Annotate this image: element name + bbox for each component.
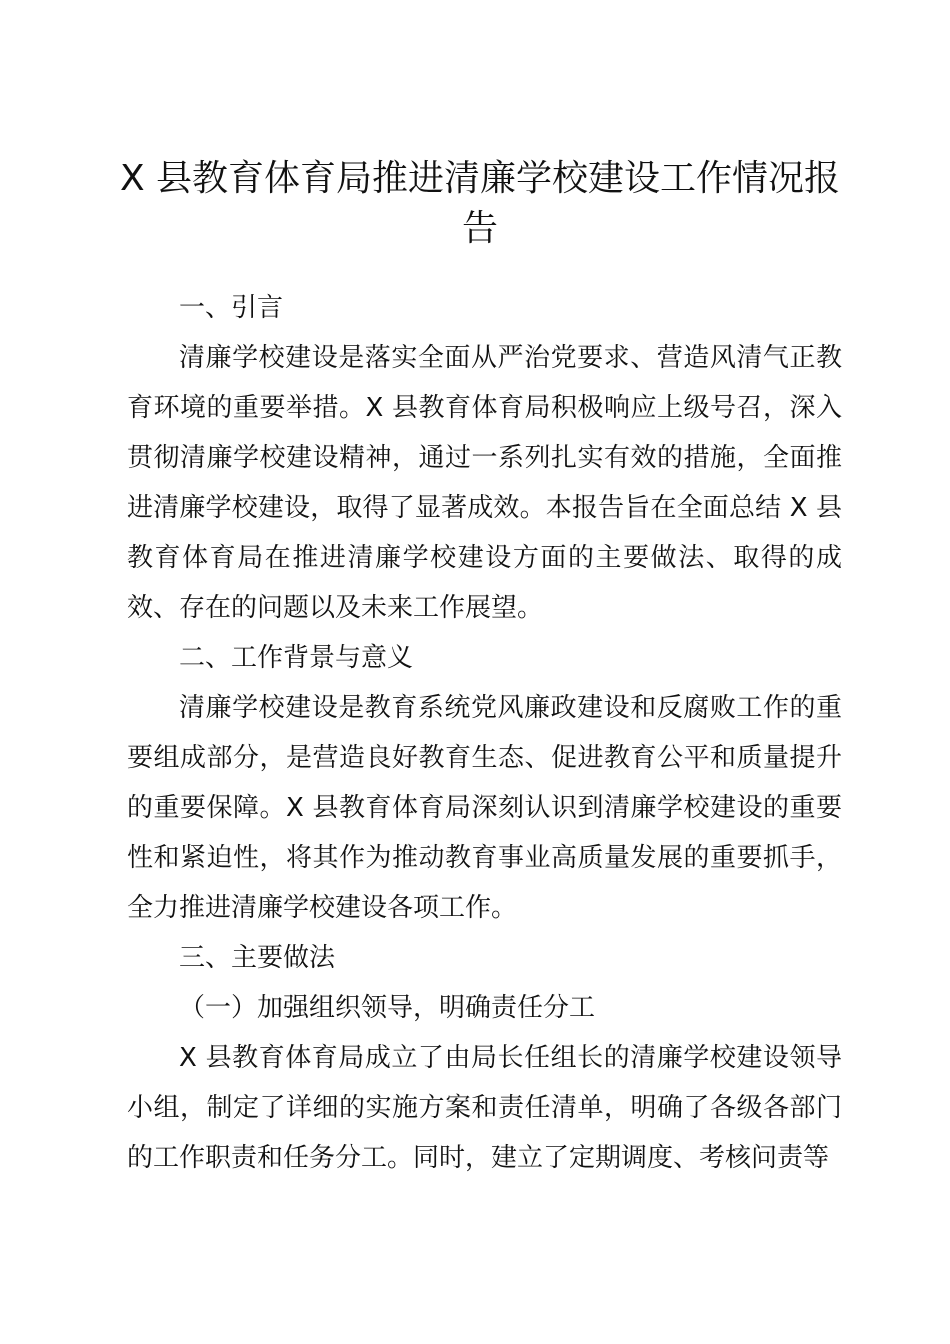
section-heading-introduction: 一、引言: [179, 293, 284, 323]
paragraph-organization: X 县教育体育局成立了由局长任组长的清廉学校建设领导小组，制定了详细的实施方案和责任清单，明确了各级各部门的工作职责和任务分工。同时，建立了定期调度、考核问责等: [127, 1043, 842, 1173]
document-body: [127, 283, 842, 1183]
section-heading-main-practices: 三、主要做法: [179, 943, 336, 973]
document-title: X 县教育体育局推进清廉学校建设工作情况报告: [119, 158, 841, 249]
paragraph-background: 清廉学校建设是教育系统党风廉政建设和反腐败工作的重要组成部分，是营造良好教育生态、促进教育公平和质量提升的重要保障。X 县教育体育局深刻认识到清廉学校建设的重要性和紧迫性，将其作为推动教育事业高质量发展的重要抓手，全力推进清廉学校建设各项工作。: [127, 693, 842, 923]
section-heading-background: 二、工作背景与意义: [179, 643, 414, 673]
subsection-heading-organization: （一）加强组织领导，明确责任分工: [179, 993, 596, 1023]
paragraph-introduction: 清廉学校建设是落实全面从严治党要求、营造风清气正教育环境的重要举措。X 县教育体育局积极响应上级号召，深入贯彻清廉学校建设精神，通过一系列扎实有效的措施，全面推进清廉学校建设，取得了显著成效。本报告旨在全面总结 X 县教育体育局在推进清廉学校建设方面的主要做法、取得的成效、存在的问题以及未来工作展望。: [127, 343, 842, 623]
